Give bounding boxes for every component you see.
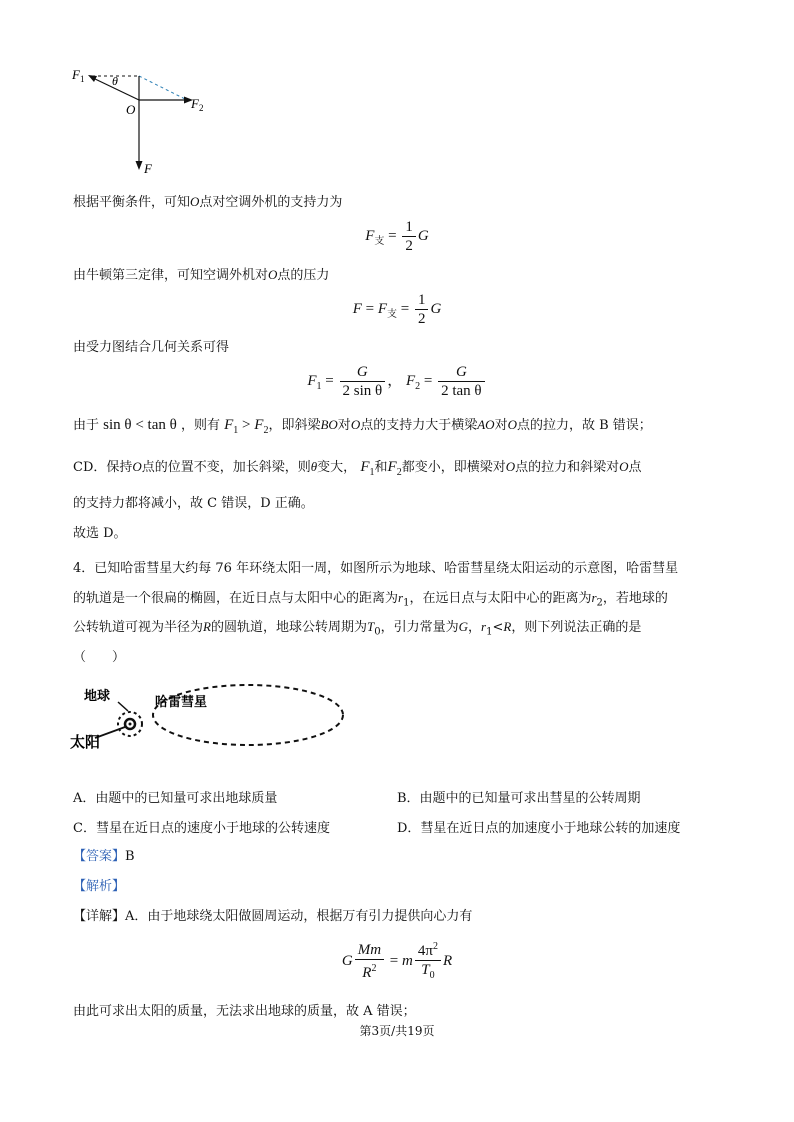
question4-line1: 4．已知哈雷彗星大约每 76 年环绕太阳一周，如图所示为地球、哈雷彗星绕太阳运动的示意图，哈雷彗星 — [73, 561, 679, 576]
f1-label: F — [72, 67, 80, 82]
option-b: B．由题中的已知量可求出彗星的公转周期 — [397, 791, 641, 806]
paragraph-equilibrium: 根据平衡条件，可知O点对空调外机的支持力为 — [73, 194, 343, 210]
earth-pointer — [118, 702, 128, 711]
dashed-diagonal-line — [139, 76, 187, 100]
o-label: O — [126, 102, 136, 117]
earth-label: 地球 — [84, 689, 111, 704]
sun-label: 太阳 — [70, 733, 101, 751]
orbit-diagram — [70, 680, 355, 760]
theta-label: θ — [112, 74, 118, 88]
answer-tag: 【答案】 — [73, 849, 126, 864]
formula-support: $F_支$ = $\frac{1}{2}$ G — [365, 219, 429, 254]
comet-label: 哈雷彗星 — [155, 695, 208, 710]
paragraph-comparison: 由于 sin θ < tan θ ，则有 $F_1 > F_2$，即斜梁BO对O点的支持力大于横梁AO对O点的拉力，故 B 错误； — [73, 417, 652, 436]
question4-line3: 公转轨道可视为半径为R的圆轨道，地球公转周期为$T_0$，引力常量为G，$r_1<R$，则下列说法正确的是 — [73, 619, 642, 638]
sun-core — [129, 723, 132, 726]
detail-tag: 【详解】 — [73, 909, 126, 924]
page-number: 第3页/共19页 — [359, 1024, 435, 1038]
f1-label-sub: 1 — [80, 74, 85, 84]
question4-bracket: （ ） — [73, 650, 126, 665]
paragraph-cd: CD．保持O点的位置不变，加长斜梁，则θ变大， $F_1$和$F_2$都变小，即横梁对O点的拉力和斜梁对O点 — [73, 459, 642, 478]
f2-label: F — [191, 96, 199, 111]
page-footer — [0, 1022, 794, 1039]
f1-arrowhead — [88, 75, 97, 82]
paragraph-cd-cont: 的支持力都将减小，故 C 错误，D 正确。 — [73, 496, 314, 511]
option-d: D．彗星在近日点的加速度小于地球公转的加速度 — [397, 821, 681, 836]
detail-line: 【详解】A．由于地球绕太阳做圆周运动，根据万有引力提供向心力有 — [73, 909, 473, 924]
answer-line — [73, 847, 135, 867]
conclusion-line: 由此可求出太阳的质量，无法求出地球的质量，故 A 错误； — [73, 1004, 416, 1019]
paragraph-newton: 由牛顿第三定律，可知空调外机对O点的压力 — [73, 267, 330, 283]
formula-pressure: $F = F_支$ = $\frac{1}{2}$ G — [352, 292, 442, 327]
option-c: C．彗星在近日点的速度小于地球的公转速度 — [73, 821, 330, 836]
paragraph-geometry: 由受力图结合几何关系可得 — [73, 340, 230, 355]
force-diagram — [60, 62, 220, 182]
paragraph-choose-d: 故选 D。 — [73, 526, 127, 541]
f-arrowhead — [136, 161, 143, 170]
question4-line2: 的轨道是一个很扁的椭圆，在近日点与太阳中心的距离为$r_1$，在远日点与太阳中心的距离为$r_2$，若地球的 — [73, 590, 668, 609]
analysis-line — [73, 877, 125, 897]
analysis-tag: 【解析】 — [73, 879, 126, 894]
formula-f1-f2: $F_1$ = $\frac{G}{\text{2 sin θ}}$ ， $F_2$ = $\frac{G}{\text{2 tan θ}}$ — [0, 363, 794, 400]
f2-label-sub: 2 — [199, 103, 204, 113]
answer-value: B — [125, 849, 135, 864]
formula-gravitation: G $\frac{Mm}{R^2}$ = m $\frac{4\pi^2}{T_0}$ R — [0, 938, 794, 985]
option-a: A．由题中的已知量可求出地球质量 — [73, 791, 278, 806]
f-label: F — [144, 161, 152, 176]
comet-orbit — [153, 685, 343, 745]
